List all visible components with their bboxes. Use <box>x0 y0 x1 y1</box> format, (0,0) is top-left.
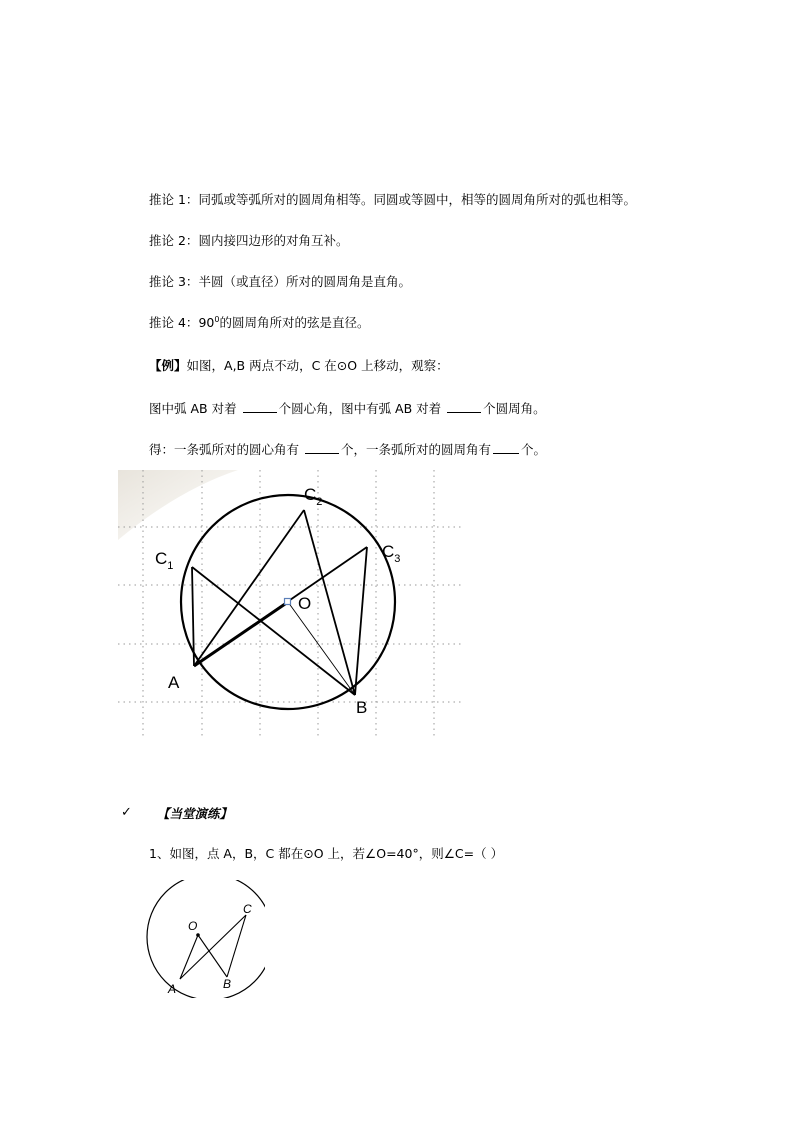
radius-ob <box>198 935 227 977</box>
label-c1: $C_1$ <box>155 549 174 572</box>
label-b: B <box>356 698 368 717</box>
label-b: B <box>223 977 232 991</box>
chord-c3-b <box>355 547 367 695</box>
center-point-o <box>196 933 200 937</box>
corollary-3: 推论 3：半圆（或直径）所对的圆周角是直角。 <box>149 274 411 289</box>
answer-blank[interactable] <box>447 400 481 413</box>
label-c: C <box>243 902 252 916</box>
example-question-2: 得：一条弧所对的圆心角有 个，一条弧所对的圆周角有 个。 <box>149 442 547 457</box>
corollary-1: 推论 1：同弧或等弧所对的圆周角相等。同圆或等圆中，相等的圆周角所对的弧也相等。 <box>149 192 636 207</box>
chord-c2-b <box>304 510 355 695</box>
radius-ob <box>288 602 355 695</box>
center-point-o <box>285 599 291 605</box>
label-c2: $C_2$ <box>304 485 323 508</box>
circle-o <box>147 880 265 998</box>
answer-blank[interactable] <box>243 400 277 413</box>
label-a: A <box>168 673 180 692</box>
chord-c1-b <box>192 567 355 695</box>
label-a: A <box>168 982 177 996</box>
answer-blank[interactable] <box>305 441 339 454</box>
inscribed-angle-figure <box>118 470 463 740</box>
radius-oa <box>194 602 288 666</box>
practice-title: 【当堂演练】 <box>157 806 233 821</box>
practice-question-1: 1、如图，点 A，B，C 都在⊙O 上，若∠O=40°，则∠C=（ ） <box>149 846 504 861</box>
check-icon: ✓ <box>121 805 132 820</box>
answer-blank[interactable] <box>493 441 519 454</box>
label-o: O <box>298 594 312 613</box>
label-c3: $C_3$ <box>382 542 401 565</box>
label-o: O <box>188 919 198 933</box>
radius-oa <box>180 935 198 979</box>
scan-shading <box>118 470 238 540</box>
corollary-4: 推论 4：$90^0$的圆周角所对的弦是直径。 <box>149 314 370 330</box>
example-question-1: 图中弧 AB 对着 个圆心角，图中有弧 AB 对着 个圆周角。 <box>149 401 546 416</box>
corollary-2: 推论 2：圆内接四边形的对角互补。 <box>149 233 349 248</box>
practice-circle-figure <box>140 880 265 998</box>
example-intro: 【例】如图，A,B 两点不动，C 在⊙O 上移动，观察： <box>149 358 449 373</box>
